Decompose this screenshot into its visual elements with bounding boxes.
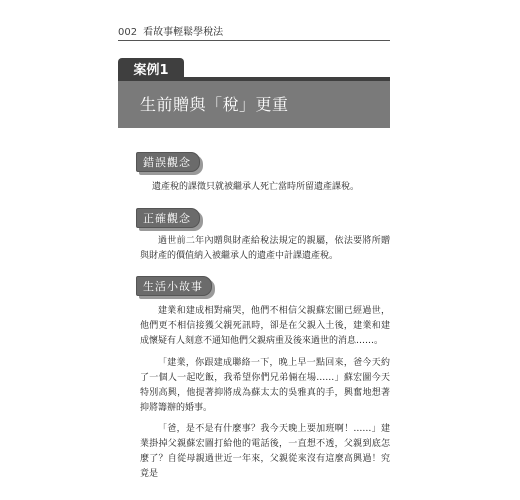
section-heading-wrong: 錯誤觀念 — [136, 152, 200, 172]
story-paragraph: 建業和建成相對痛哭，他們不相信父親蘇宏圖已經過世，他們更不相信接獲父親死訊時，卻是在父親入土後，建業和建成懷疑有人刻意不通知他們父親病重及後來過世的消息……。 — [140, 306, 390, 346]
right-concept-text: 過世前二年內贈與財產給稅法規定的親屬，依法要將所贈與財產的價值納入被繼承人的遺產中計課遺產稅。 — [140, 236, 390, 261]
story-paragraph: 「建業，你跟建成聯絡一下，晚上早一點回來，爸今天約了一個人一起吃飯，我希望你們兄弟倆在場……」蘇宏圖今天特別高興，他提著抑將成為蘇太太的吳雅真的手，興奮地想著抑將籌辦的婚事。 — [140, 358, 390, 413]
section-heading-right: 正確觀念 — [136, 208, 200, 228]
case-title: 生前贈與「稅」更重 — [140, 95, 289, 114]
section-heading-story: 生活小故事 — [136, 276, 212, 296]
book-title: 看故事輕鬆學稅法 — [143, 27, 224, 38]
page-number: 002 — [118, 27, 138, 38]
story-paragraph: 「爸，是不是有什麼事？我今天晚上要加班啊！……」建業掛掉父親蘇宏圖打給他的電話後，一直想不透，父親到底怎麼了？自從母親過世近一年來，父親從來沒有這麼高興過！究竟是 — [140, 424, 390, 479]
case-tab: 案例1 — [118, 58, 184, 78]
wrong-concept-text: 遺產稅的課徵只就被繼承人死亡當時所留遺產課稅。 — [152, 182, 360, 192]
running-header — [118, 24, 390, 41]
